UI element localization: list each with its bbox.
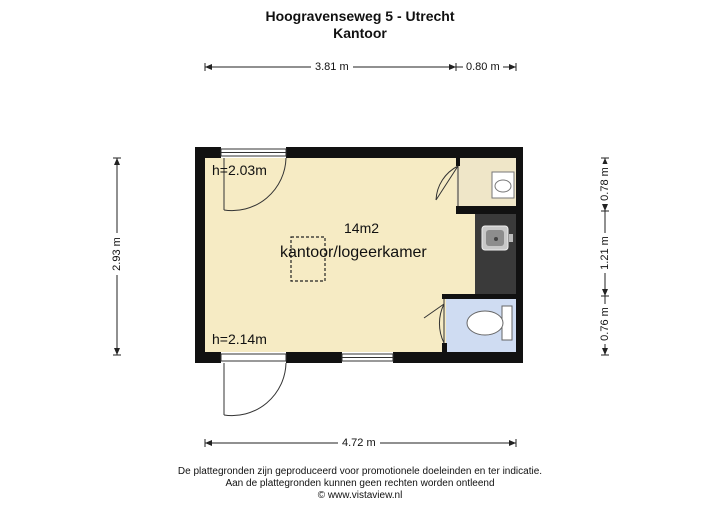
height-label-top: h=2.03m <box>212 162 267 178</box>
footer-disclaimer-1: De plattegronden zijn geproduceerd voor promotionele doeleinden en ter indicatie. <box>177 466 543 477</box>
wall-left <box>195 147 205 363</box>
wall-bottom-left <box>195 352 221 363</box>
footer-disclaimer-2: Aan de plattegronden kunnen geen rechten worden ontleend <box>225 478 495 489</box>
dim-label-right-top: 0.78 m <box>599 164 611 204</box>
dim-label-left: 2.93 m <box>111 233 123 275</box>
dim-label-top-main: 3.81 m <box>311 61 353 73</box>
height-label-bottom: h=2.14m <box>212 331 267 347</box>
dim-label-right-mid: 1.21 m <box>599 233 611 273</box>
dim-label-right-bottom: 0.76 m <box>599 304 611 344</box>
dim-label-top-small: 0.80 m <box>463 61 503 73</box>
floor-title: Kantoor <box>333 25 387 41</box>
wall-bottom-right <box>393 352 523 363</box>
room-area: 14m2 <box>344 220 380 236</box>
wall-top <box>286 147 523 158</box>
address-title: Hoogravenseweg 5 - Utrecht <box>265 8 455 24</box>
dim-label-bottom: 4.72 m <box>338 437 380 449</box>
room-name: kantoor/logeerkamer <box>280 244 427 261</box>
door-bottom <box>224 363 286 416</box>
footer-copyright: © www.vistaview.nl <box>317 490 403 501</box>
wall-right <box>516 147 523 363</box>
toilet <box>467 311 503 335</box>
